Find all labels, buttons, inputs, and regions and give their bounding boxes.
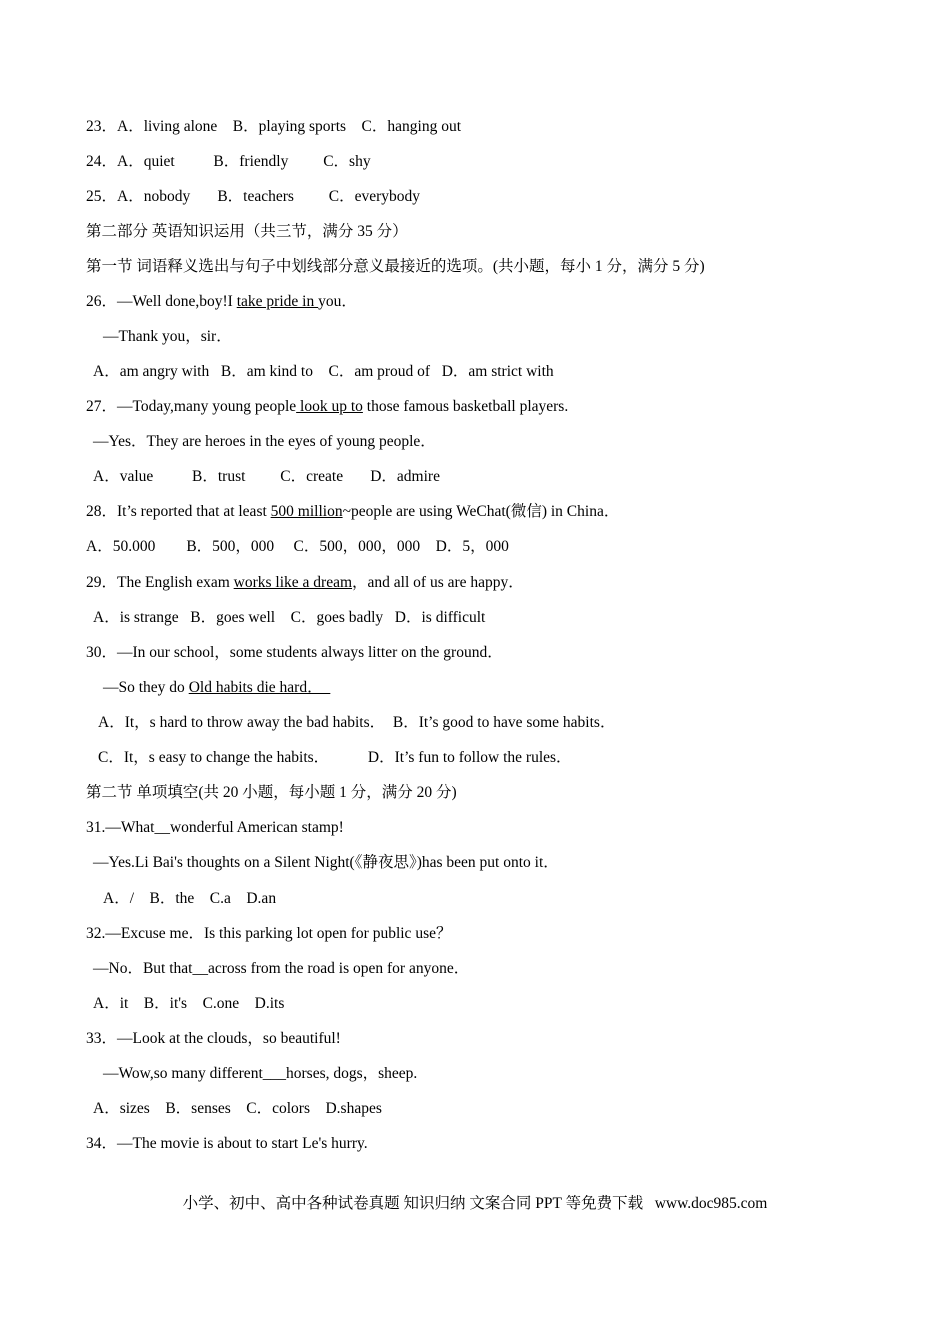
q27-options: A．value B．trust C．create D．admire [93,468,440,485]
q31-reply: —Yes.Li Bai's thoughts on a Silent Night(《静夜思》)has been put onto it． [93,854,559,871]
q30-options-cd: C．It，s easy to change the habits． D．It’s fun to follow the rules． [98,749,572,766]
q25-options: 25．A．nobody B．teachers C．everybody [86,188,421,205]
q26-stem-pre: 26．—Well done,boy!I [86,293,237,310]
q32-stem: 32.—Excuse me．Is this parking lot open for public use？ [86,925,452,942]
q33-stem: 33．—Look at the clouds，so beautiful! [86,1030,341,1047]
part2-heading: 第二部分 英语知识运用（共三节，满分 35 分） [86,223,408,240]
q33-reply: —Wow,so many different___horses, dogs，sheep. [103,1065,418,1082]
q26-options: A．am angry with B．am kind to C．am proud of D．am strict with [93,363,554,380]
q29-stem-post: ，and all of us are happy． [352,574,524,591]
q31-options: A．/ B．the C.a D.an [103,890,277,907]
q30-stem: 30．—In our school，some students always litter on the ground． [86,644,503,661]
q34-stem: 34．—The movie is about to start Le's hurry. [86,1135,368,1152]
page-footer: 小学、初中、高中各种试卷真题 知识归纳 文案合同 PPT 等免费下载 www.doc985.com [182,1195,768,1212]
q26-stem-post: you． [318,293,357,310]
q32-reply: —No．But that__across from the road is open for anyone． [93,960,470,977]
q30-options-ab: A．It，s hard to throw away the bad habits． B．It’s good to have some habits． [98,714,616,731]
q23-options: 23．A．living alone B．playing sports C．hanging out [86,118,461,135]
q30-underlined-phrase: Old habits die hard． [188,679,331,696]
q30-reply-pre: —So they do [103,679,189,696]
q28-options: A．50.000 B．500，000 C．500，000，000 D．5，000 [86,538,509,555]
q24-options: 24．A．quiet B．friendly C．shy [86,153,371,170]
section2-heading: 第二节 单项填空(共 20 小题，每小题 1 分，满分 20 分) [86,784,457,801]
q29-underlined-phrase: works like a dream [233,574,353,591]
q27-reply: —Yes．They are heroes in the eyes of young people． [93,433,436,450]
q27-underlined-phrase: look up to [296,398,363,415]
q28-stem [86,502,619,522]
q26-underlined-phrase: take pride in [236,293,319,310]
q30-reply [103,678,330,698]
q27-stem-post: those famous basketball players. [362,398,569,415]
q27-stem-pre: 27．—Today,many young people [86,398,297,415]
q33-options: A．sizes B．senses C．colors D.shapes [93,1100,382,1117]
section1-heading: 第一节 词语释义选出与句子中划线部分意义最接近的选项。(共小题，每小 1 分，满分 5 分) [86,258,705,275]
q29-options: A．is strange B．goes well C．goes badly D．is difficult [93,609,486,626]
q26-stem [86,292,357,312]
q26-reply: —Thank you，sir． [103,328,232,345]
q29-stem-pre: 29．The English exam [86,574,234,591]
q32-options: A．it B．it's C.one D.its [93,995,285,1012]
q28-stem-pre: 28．It’s reported that at least [86,503,271,520]
q28-underlined-phrase: 500 million [270,503,343,520]
q27-stem [86,397,568,417]
q28-stem-post: ~people are using WeChat(微信) in China． [342,503,620,520]
q31-stem: 31.—What__wonderful American stamp! [86,819,344,836]
q29-stem [86,573,524,593]
